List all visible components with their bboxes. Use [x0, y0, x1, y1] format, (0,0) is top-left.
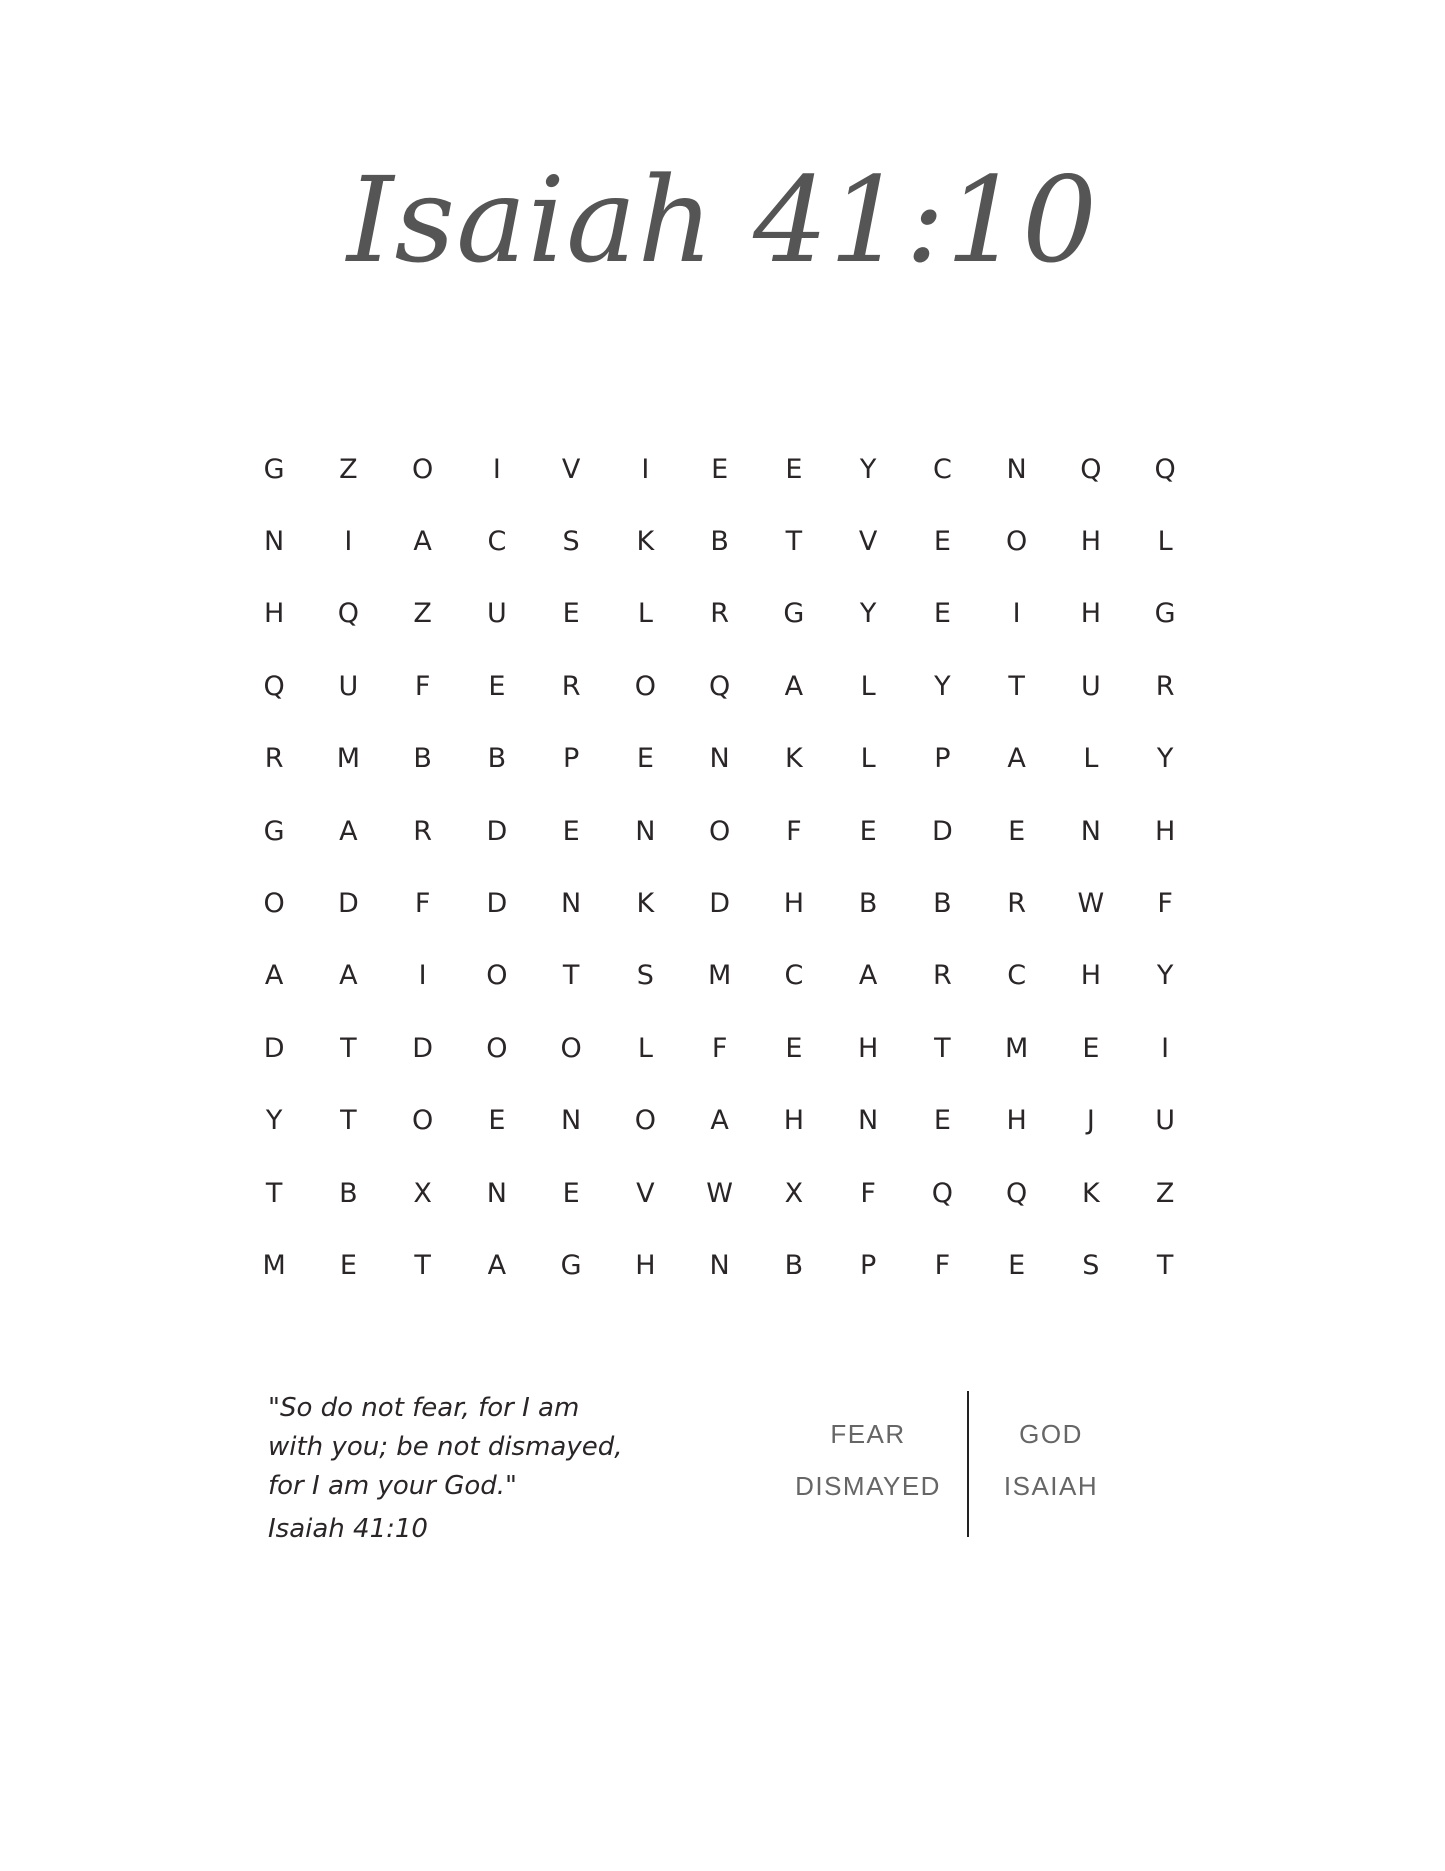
grid-letter: G [783, 598, 805, 630]
grid-letter: R [932, 960, 952, 992]
grid-letter: M [262, 1249, 286, 1281]
grid-letter: Y [1156, 743, 1174, 775]
grid-letter: T [1008, 670, 1025, 702]
grid-letter: A [858, 960, 878, 992]
grid-letter: O [486, 1032, 508, 1064]
grid-letter: D [263, 1032, 285, 1064]
grid-letter: E [488, 670, 506, 702]
grid-letter: K [636, 888, 655, 920]
grid-letter: O [708, 815, 731, 847]
grid-letter: E [339, 1249, 357, 1281]
grid-letter: F [860, 1177, 876, 1209]
grid-letter: B [487, 743, 507, 775]
grid-letter: N [486, 1177, 507, 1209]
grid-letter: Q [1005, 1177, 1028, 1209]
word-list-item: DISMAYED [795, 1471, 941, 1501]
grid-letter: E [1008, 1249, 1026, 1281]
grid-letter: O [486, 960, 508, 992]
grid-letter: Q [1080, 453, 1102, 485]
grid-letter: O [560, 1032, 582, 1064]
grid-letter: S [562, 526, 580, 558]
grid-letter: O [411, 453, 434, 485]
grid-letter: X [784, 1177, 804, 1209]
grid-letter: T [265, 1177, 283, 1209]
grid-letter: T [340, 1032, 357, 1064]
grid-letter: A [264, 960, 284, 992]
grid-letter: Y [934, 670, 951, 702]
grid-letter: E [785, 1032, 803, 1064]
grid-letter: P [859, 1249, 877, 1281]
grid-letter: P [562, 743, 580, 775]
grid-letter: E [933, 526, 951, 558]
grid-letter: C [487, 526, 507, 558]
grid-letter: Z [413, 598, 432, 630]
grid-letter: T [785, 526, 803, 558]
grid-letter: R [561, 670, 581, 702]
verse-reference: Isaiah 41:10 [268, 1514, 428, 1544]
grid-letter: R [710, 598, 729, 630]
grid-letter: T [562, 960, 580, 992]
grid-letter: K [636, 526, 655, 558]
grid-letter: V [561, 453, 581, 485]
word-search-grid [237, 433, 1203, 1302]
grid-letter: F [786, 815, 802, 847]
grid-letter: D [337, 888, 359, 920]
grid-letter: O [263, 888, 285, 920]
grid-letter: N [561, 888, 582, 920]
grid-letter: B [710, 526, 729, 558]
grid-letter: D [931, 815, 953, 847]
grid-letter: A [784, 670, 804, 702]
grid-letter: R [264, 743, 284, 775]
grid-letter: E [711, 453, 729, 485]
grid-letter: G [560, 1249, 582, 1281]
grid-letter: T [934, 1032, 951, 1064]
grid-letter: E [488, 1105, 506, 1137]
grid-letter: H [1080, 526, 1102, 558]
grid-letter: E [1008, 815, 1026, 847]
grid-letter: Y [265, 1105, 283, 1137]
grid-letter: V [636, 1177, 655, 1209]
grid-letter: I [1012, 598, 1021, 630]
grid-letter: M [336, 743, 361, 775]
grid-letter: N [561, 1105, 582, 1137]
grid-letter: D [486, 888, 508, 920]
quote-line: "So do not fear, for I am [268, 1393, 580, 1423]
grid-letter: L [1157, 526, 1173, 558]
grid-letter: E [636, 743, 654, 775]
grid-letter: L [1083, 743, 1099, 775]
grid-letter: A [339, 960, 358, 992]
grid-letter: E [933, 1105, 951, 1137]
grid-letter: R [1007, 888, 1026, 920]
word-list-item: FEAR [830, 1419, 906, 1449]
grid-letter: O [1005, 526, 1028, 558]
grid-letter: S [636, 960, 654, 992]
grid-letter: L [637, 598, 653, 630]
grid-letter: U [338, 670, 359, 702]
grid-letter: X [413, 1177, 432, 1209]
grid-letter: Q [337, 598, 359, 630]
grid-letter: I [418, 960, 427, 992]
grid-letter: Q [708, 670, 731, 702]
grid-letter: O [634, 1105, 656, 1137]
grid-letter: D [412, 1032, 434, 1064]
grid-letter: H [1080, 960, 1102, 992]
grid-letter: Q [1154, 453, 1176, 485]
grid-letter: F [1157, 888, 1173, 920]
grid-letter: T [414, 1249, 431, 1281]
word-list-item: GOD [1019, 1419, 1083, 1449]
quote-line: with you; be not dismayed, [268, 1432, 623, 1462]
grid-letter: I [641, 453, 650, 485]
grid-letter: L [860, 743, 876, 775]
grid-letter: O [411, 1105, 434, 1137]
grid-letter: Z [1155, 1177, 1175, 1209]
grid-letter: U [486, 598, 507, 630]
grid-letter: D [486, 815, 508, 847]
word-list-item: ISAIAH [1003, 1471, 1099, 1501]
grid-letter: I [1161, 1032, 1170, 1064]
grid-letter: A [710, 1105, 729, 1137]
grid-letter: N [709, 743, 730, 775]
grid-letter: W [1077, 888, 1105, 920]
grid-letter: B [413, 743, 432, 775]
grid-letter: F [934, 1249, 951, 1281]
grid-letter: E [859, 815, 877, 847]
grid-letter: T [340, 1105, 357, 1137]
grid-letter: F [711, 1032, 728, 1064]
grid-letter: L [637, 1032, 653, 1064]
grid-letter: B [858, 888, 878, 920]
grid-letter: M [707, 960, 732, 992]
grid-letter: O [634, 670, 656, 702]
grid-letter: Y [1156, 960, 1174, 992]
grid-letter: I [492, 453, 501, 485]
grid-letter: R [413, 815, 432, 847]
grid-letter: H [1006, 1105, 1027, 1137]
grid-letter: H [783, 888, 805, 920]
grid-letter: A [487, 1249, 507, 1281]
grid-letter: B [933, 888, 952, 920]
grid-letter: I [344, 526, 353, 558]
grid-letter: N [858, 1105, 879, 1137]
grid-letter: H [857, 1032, 879, 1064]
grid-letter: B [784, 1249, 804, 1281]
page-title: Isaiah 41:10 [346, 151, 1099, 289]
grid-letter: N [709, 1249, 730, 1281]
grid-letter: E [785, 453, 803, 485]
grid-letter: Y [859, 453, 877, 485]
grid-letter: H [783, 1105, 805, 1137]
grid-letter: G [1154, 598, 1176, 630]
grid-letter: S [1082, 1249, 1100, 1281]
grid-letter: J [1086, 1105, 1095, 1137]
grid-letter: G [263, 815, 285, 847]
grid-letter: Q [263, 670, 285, 702]
grid-letter: H [1080, 598, 1102, 630]
grid-letter: C [784, 960, 804, 992]
word-list-left [768, 1408, 968, 1512]
grid-letter: C [1007, 960, 1027, 992]
grid-letter: P [934, 743, 951, 775]
grid-letter: Y [859, 598, 877, 630]
grid-letter: Q [931, 1177, 953, 1209]
grid-letter: K [1082, 1177, 1100, 1209]
grid-letter: E [562, 598, 580, 630]
verse-quote [268, 1389, 628, 1506]
grid-letter: E [562, 1177, 580, 1209]
grid-letter: K [785, 743, 803, 775]
grid-letter: U [1080, 670, 1101, 702]
grid-letter: L [860, 670, 876, 702]
grid-letter: A [1007, 743, 1026, 775]
grid-letter: E [933, 598, 951, 630]
grid-letter: F [414, 670, 431, 702]
grid-letter: V [858, 526, 878, 558]
grid-letter: H [263, 598, 285, 630]
grid-letter: W [706, 1177, 733, 1209]
grid-letter: N [1080, 815, 1101, 847]
grid-letter: A [339, 815, 358, 847]
grid-letter: H [635, 1249, 656, 1281]
grid-letter: C [932, 453, 952, 485]
grid-letter: N [264, 526, 285, 558]
grid-letter: A [413, 526, 432, 558]
quote-line: for I am your God." [268, 1471, 517, 1501]
grid-letter: N [635, 815, 656, 847]
grid-letter: B [339, 1177, 358, 1209]
grid-letter: U [1155, 1105, 1175, 1137]
grid-letter: R [1155, 670, 1175, 702]
grid-letter: F [414, 888, 431, 920]
grid-letter: M [1004, 1032, 1029, 1064]
grid-letter: Z [339, 453, 358, 485]
grid-letter: D [709, 888, 731, 920]
grid-letter: E [562, 815, 580, 847]
grid-letter: T [1156, 1249, 1174, 1281]
grid-letter: G [263, 453, 285, 485]
grid-letter: N [1006, 453, 1027, 485]
grid-letter: E [1082, 1032, 1100, 1064]
word-list-right [951, 1408, 1151, 1512]
grid-letter: H [1154, 815, 1176, 847]
